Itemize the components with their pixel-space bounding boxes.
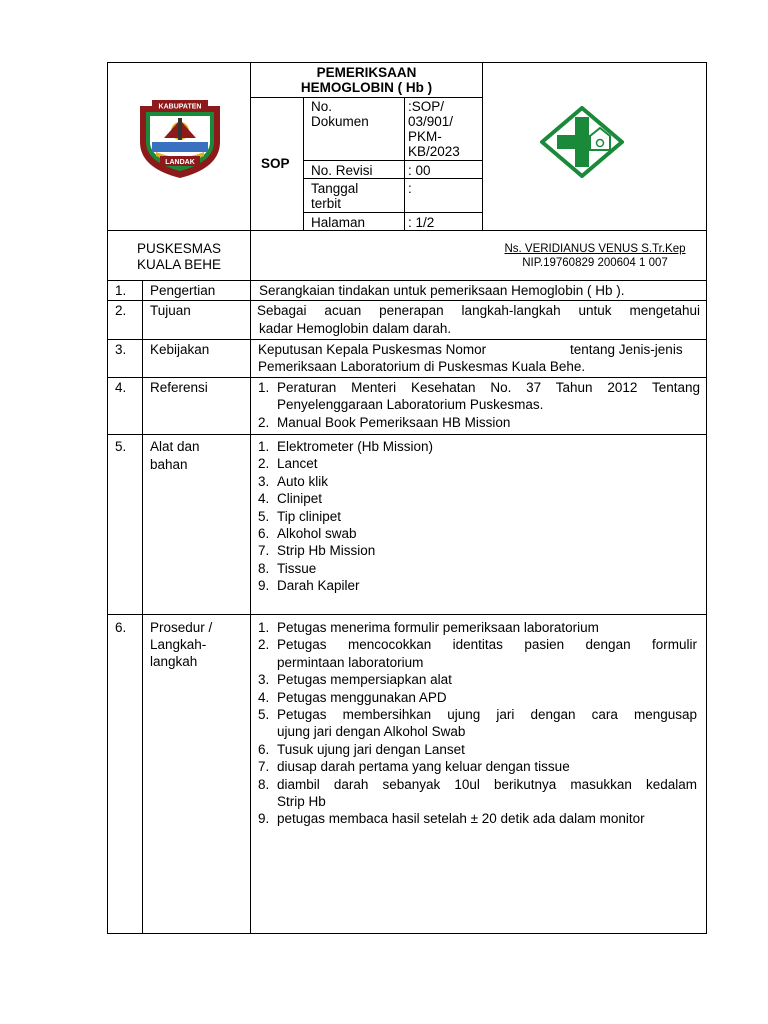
issue-date-label: terbit bbox=[311, 196, 342, 211]
list-item: 1. Elektrometer (Hb Mission) bbox=[258, 439, 434, 454]
header-divider bbox=[404, 97, 405, 230]
reference-list bbox=[258, 379, 700, 431]
row-number: 5. bbox=[115, 439, 127, 454]
signer-nip: NIP.19760829 200604 1 007 bbox=[522, 257, 668, 269]
row-number: 3. bbox=[115, 342, 127, 357]
row-label: Langkah- bbox=[150, 637, 207, 652]
body-divider bbox=[107, 300, 707, 301]
row-label: bahan bbox=[150, 457, 188, 472]
header-divider bbox=[303, 212, 482, 213]
header-divider bbox=[107, 230, 707, 231]
row-content: kadar Hemoglobin dalam darah. bbox=[259, 321, 452, 336]
body-divider bbox=[107, 339, 707, 340]
row-label: Kebijakan bbox=[150, 342, 210, 357]
list-item: 6. Tusuk ujung jari dengan Lanset bbox=[258, 741, 465, 757]
list-item: 6. Alkohol swab bbox=[258, 526, 357, 542]
procedure-list bbox=[258, 619, 697, 828]
equipment-list bbox=[258, 438, 700, 595]
page-label: Halaman bbox=[311, 215, 366, 230]
sop-title-line2: HEMOGLOBIN ( Hb ) bbox=[300, 80, 433, 95]
doc-number-value: PKM- bbox=[408, 129, 442, 144]
row-content: tentang Jenis-jenis bbox=[570, 342, 683, 357]
doc-number-value: 03/901/ bbox=[408, 114, 454, 129]
list-item: 4. Clinipet bbox=[258, 491, 323, 507]
list-item: 5. Petugas membersihkan ujung jari dengan cara mengusap ujung jari dengan Alkohol Swab bbox=[258, 707, 697, 740]
body-divider bbox=[107, 434, 707, 435]
page-value: : 1/2 bbox=[408, 215, 435, 230]
row-number: 6. bbox=[115, 620, 127, 635]
row-label: Tujuan bbox=[150, 303, 191, 318]
row-label: Alat dan bbox=[150, 439, 200, 454]
list-item: 3. Auto klik bbox=[258, 473, 329, 489]
revision-value: : 00 bbox=[408, 163, 431, 178]
row-content: Pemeriksaan Laboratorium di Puskesmas Kuala Behe. bbox=[258, 359, 586, 374]
row-number: 4. bbox=[115, 380, 127, 395]
puskesmas-name: KUALA BEHE bbox=[136, 257, 222, 272]
row-number: 1. bbox=[115, 283, 127, 298]
list-item: 1. Petugas menerima formulir pemeriksaan laboratorium bbox=[258, 620, 599, 635]
list-item: 9. petugas membaca hasil setelah ± 20 detik ada dalam monitor bbox=[258, 811, 645, 827]
body-divider bbox=[142, 280, 143, 934]
row-label: Pengertian bbox=[150, 283, 216, 298]
list-item: 2. Petugas mencocokkan identitas pasien dengan formulir permintaan laboratorium bbox=[258, 637, 697, 670]
row-label: langkah bbox=[150, 654, 198, 669]
puskesmas-name: PUSKESMAS bbox=[136, 241, 222, 256]
row-label: Referensi bbox=[150, 380, 208, 395]
kabupaten-landak-logo bbox=[134, 98, 226, 180]
row-number: 2. bbox=[115, 303, 127, 318]
row-content: Serangkaian tindakan untuk pemeriksaan Hemoglobin ( Hb ). bbox=[259, 283, 625, 298]
header-divider bbox=[250, 97, 482, 98]
list-item: 4. Petugas menggunakan APD bbox=[258, 689, 447, 705]
sop-title-line1: PEMERIKSAAN bbox=[316, 65, 417, 80]
doc-number-value: KB/2023 bbox=[408, 144, 460, 159]
row-content: Keputusan Kepala Puskesmas Nomor bbox=[258, 342, 487, 357]
header-divider bbox=[482, 62, 483, 230]
header-divider bbox=[303, 160, 482, 161]
list-item: 7. Strip Hb Mission bbox=[258, 543, 376, 559]
logo-ribbon-text: LANDAK bbox=[165, 159, 195, 166]
list-item: 7. diusap darah pertama yang keluar dengan tissue bbox=[258, 759, 570, 775]
list-item: 2. Lancet bbox=[258, 456, 318, 472]
body-divider bbox=[107, 614, 707, 615]
issue-date-value: : bbox=[408, 181, 412, 196]
body-divider bbox=[107, 377, 707, 378]
body-divider bbox=[250, 280, 251, 934]
list-item: 5. Tip clinipet bbox=[258, 508, 342, 524]
header-divider bbox=[303, 97, 304, 230]
list-item: 3. Petugas mempersiapkan alat bbox=[258, 672, 452, 688]
doc-number-label: Dokumen bbox=[311, 114, 369, 129]
row-content: Sebagai acuan penerapan langkah-langkah untuk mengetahui bbox=[257, 303, 700, 318]
sop-label: SOP bbox=[261, 156, 290, 171]
row-label: Prosedur / bbox=[150, 620, 213, 635]
list-item: 9. Darah Kapiler bbox=[258, 578, 360, 594]
header-divider bbox=[107, 280, 707, 281]
list-item: 8. diambil darah sebanyak 10ul berikutnya masukkan kedalam Strip Hb bbox=[258, 776, 697, 810]
issue-date-label: Tanggal bbox=[311, 181, 359, 196]
puskesmas-logo bbox=[540, 106, 624, 178]
logo-banner-text: KABUPATEN bbox=[158, 103, 202, 111]
list-item: 8. Tissue bbox=[258, 560, 317, 576]
doc-number-value: :SOP/ bbox=[408, 99, 445, 114]
doc-number-label: No. bbox=[311, 99, 333, 114]
signer-name: Ns. VERIDIANUS VENUS S.Tr.Kep bbox=[504, 243, 686, 255]
revision-label: No. Revisi bbox=[311, 163, 373, 178]
list-item: 1. Peraturan Menteri Kesehatan No. 37 Tahun 2012 Tentang Penyelenggaraan Laboratorium Puskesmas. bbox=[258, 380, 700, 413]
list-item: 2. Manual Book Pemeriksaan HB Mission bbox=[258, 414, 511, 430]
